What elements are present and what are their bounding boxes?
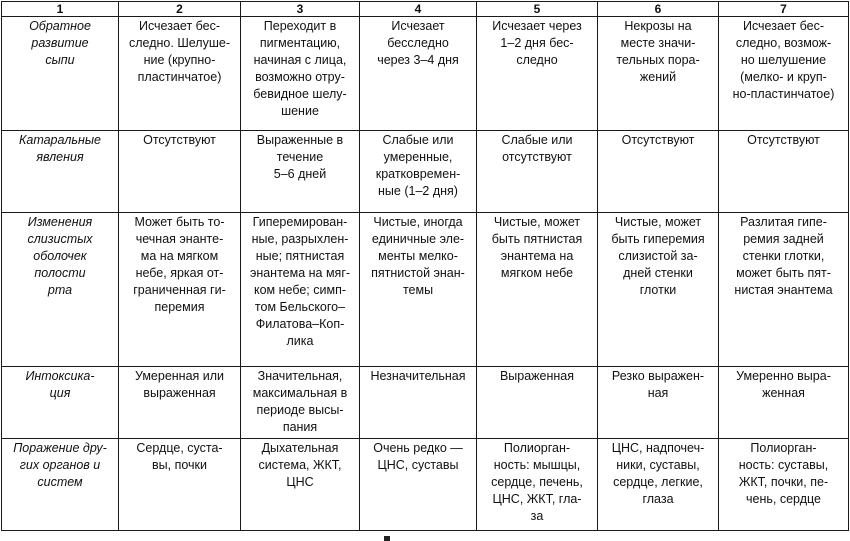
table-row <box>2 17 849 131</box>
table-row <box>2 367 849 439</box>
table-cell: Чистые, иногда единичные эле- менты мелко- пятнистой энан- темы <box>360 213 477 367</box>
row-label: Катаральные явления <box>2 131 119 213</box>
table-cell: Некрозы на месте значи- тельных пора- жений <box>598 17 719 131</box>
table-cell: Выраженные в течение 5–6 дней <box>241 131 360 213</box>
table-cell: Может быть то- чечная энанте- ма на мягком небе, яркая от- граниченная ги- перемия <box>119 213 241 367</box>
table-cell: Слабые или отсутствуют <box>477 131 598 213</box>
table-cell: Очень редко — ЦНС, суставы <box>360 439 477 531</box>
table-cell: Незначительная <box>360 367 477 439</box>
table-row <box>2 131 849 213</box>
column-number: 7 <box>719 2 849 17</box>
table-cell: Исчезает бесследно через 3–4 дня <box>360 17 477 131</box>
table-cell: Чистые, может быть гиперемия слизистой за- дней стенки глотки <box>598 213 719 367</box>
table-cell: ЦНС, надпочеч- ники, суставы, сердце, легкие, глаза <box>598 439 719 531</box>
row-label: Изменения слизистых оболочек полости рта <box>2 213 119 367</box>
table-cell: Полиорган- ность: суставы, ЖКТ, почки, пе- чень, сердце <box>719 439 849 531</box>
header-row <box>2 2 849 17</box>
table-cell: Исчезает бес- следно. Шелуше- ние (крупно- пластинчатое) <box>119 17 241 131</box>
row-label: Интоксика- ция <box>2 367 119 439</box>
column-number: 2 <box>119 2 241 17</box>
table-row <box>2 213 849 367</box>
table-cell: Значительная, максимальная в периоде высы- пания <box>241 367 360 439</box>
table-cell: Сердце, суста- вы, почки <box>119 439 241 531</box>
table-cell: Выраженная <box>477 367 598 439</box>
table-cell: Умеренная или выраженная <box>119 367 241 439</box>
table-cell: Дыхательная система, ЖКТ, ЦНС <box>241 439 360 531</box>
table-cell: Слабые или умеренные, кратковремен- ные (1–2 дня) <box>360 131 477 213</box>
table-cell: Отсутствуют <box>119 131 241 213</box>
comparison-table <box>1 1 849 531</box>
column-number: 5 <box>477 2 598 17</box>
table-cell: Гиперемирован- ные, разрыхлен- ные; пятнистая энантема на мяг- ком небе; симп- том Бельского– Филатова–Коп- лика <box>241 213 360 367</box>
table-cell: Отсутствуют <box>719 131 849 213</box>
scan-artifact-mark <box>384 536 390 541</box>
table-cell: Отсутствуют <box>598 131 719 213</box>
column-number: 1 <box>2 2 119 17</box>
table-cell: Умеренно выра- женная <box>719 367 849 439</box>
table-cell: Переходит в пигментацию, начиная с лица, возможно отру- бевидное шелу- шение <box>241 17 360 131</box>
column-number: 6 <box>598 2 719 17</box>
table-cell: Исчезает бес- следно, возмож- но шелушение (мелко- и круп- но-пластинчатое) <box>719 17 849 131</box>
table-cell: Чистые, может быть пятнистая энантема на мягком небе <box>477 213 598 367</box>
row-label: Обратное развитие сыпи <box>2 17 119 131</box>
row-label: Поражение дру- гих органов и систем <box>2 439 119 531</box>
table-cell: Полиорган- ность: мышцы, сердце, печень, ЦНС, ЖКТ, гла- за <box>477 439 598 531</box>
column-number: 4 <box>360 2 477 17</box>
table-cell: Разлитая гипе- ремия задней стенки глотки, может быть пят- нистая энантема <box>719 213 849 367</box>
table-row <box>2 439 849 531</box>
column-number: 3 <box>241 2 360 17</box>
table-cell: Резко выражен- ная <box>598 367 719 439</box>
table-cell: Исчезает через 1–2 дня бес- следно <box>477 17 598 131</box>
